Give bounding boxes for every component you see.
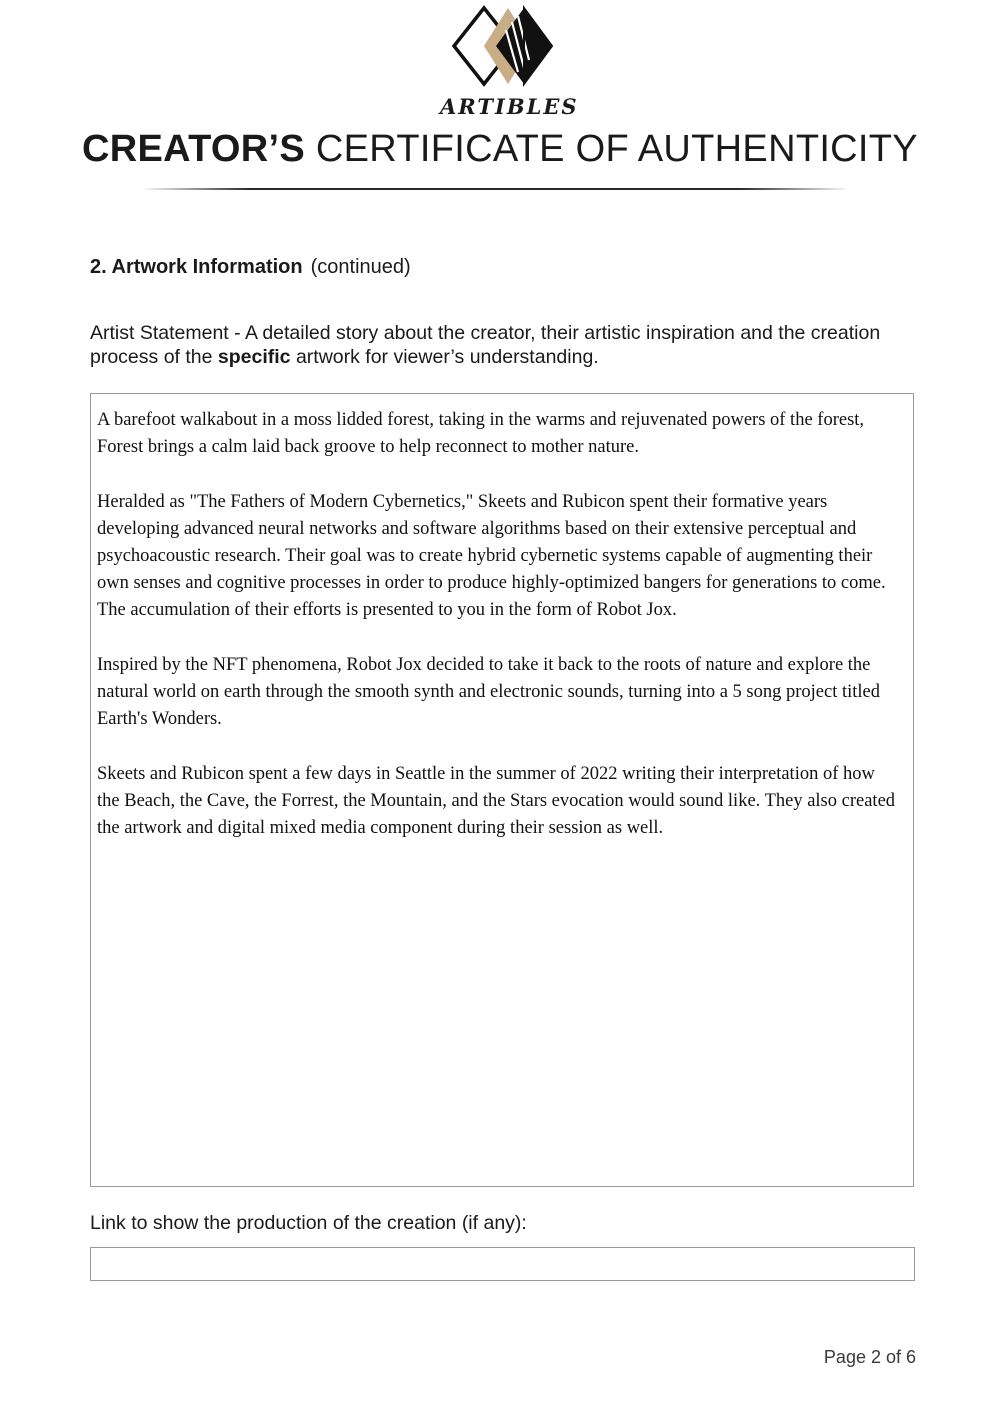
page-number: Page 2 of 6 <box>823 1347 916 1367</box>
section-heading-continued: (continued) <box>310 256 411 278</box>
header-divider <box>145 188 845 190</box>
title-bold: CREATOR’S <box>82 128 306 170</box>
instruction-emphasis: specific <box>217 346 291 368</box>
section-heading-title: 2. Artwork Information <box>90 256 303 278</box>
artist-statement-instructions <box>90 321 890 369</box>
page-title <box>0 128 1000 171</box>
artist-statement-text <box>97 407 897 869</box>
production-link-label: Link to show the production of the creation (if any): <box>90 1212 527 1234</box>
statement-paragraph: Inspired by the NFT phenomena, Robot Jox decided to take it back to the roots of nature and explore the natural world on earth through the smooth synth and electronic sounds, turning into a 5 song project titled Earth's Wonders. <box>97 654 881 730</box>
instruction-text: Artist Statement - A detailed story about the creator, their artistic inspiration and the creation process of the <box>90 322 881 368</box>
statement-paragraph: Heralded as "The Fathers of Modern Cybernetics," Skeets and Rubicon spent their formative years developing advanced neural networks and software algorithms based on their extensive perceptual and psychoacoustic research. Their goal was to create hybrid cybernetic systems capable of augmenting their own senses and cognitive processes in order to produce highly-optimized bangers for generations to come. The accumulation of their efforts is presented to you in the form of Robot Jox. <box>97 491 886 621</box>
brand-name: ARTIBLES <box>440 94 579 119</box>
logo-diamonds-icon <box>448 2 568 102</box>
statement-paragraph: Skeets and Rubicon spent a few days in Seattle in the summer of 2022 writing their interpretation of how the Beach, the Cave, the Forrest, the Mountain, and the Stars evocation would sound like. They also created the artwork and digital mixed media component during their session as well. <box>97 763 896 838</box>
title-regular: CERTIFICATE OF AUTHENTICITY <box>305 128 918 170</box>
production-link-field[interactable] <box>90 1247 915 1281</box>
section-heading <box>90 256 411 279</box>
instruction-text-end: artwork for viewer’s understanding. <box>290 346 599 368</box>
statement-paragraph: A barefoot walkabout in a moss lidded forest, taking in the warms and rejuvenated powers of the forest, Forest brings a calm laid back groove to help reconnect to mother nature. <box>97 410 865 458</box>
